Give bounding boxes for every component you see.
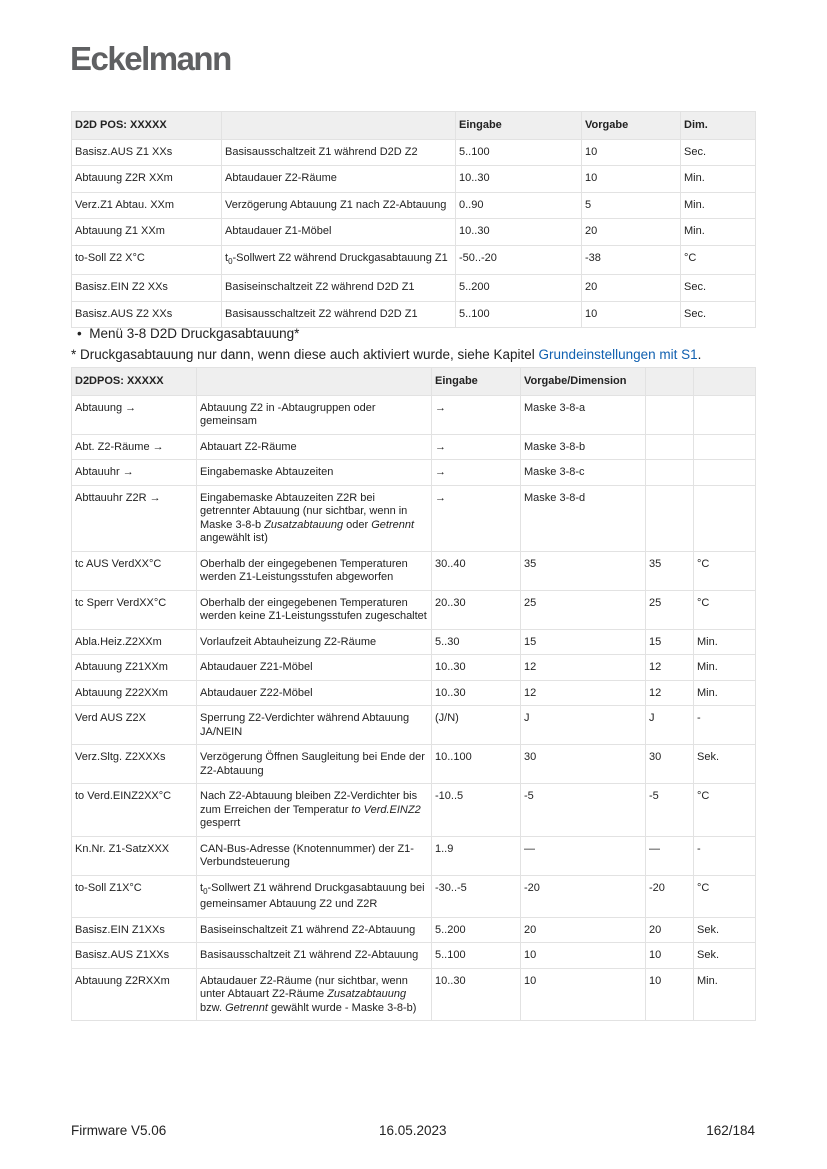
table-cell: → <box>432 395 521 434</box>
table-cell <box>197 875 432 917</box>
column-header: Dim. <box>681 112 756 140</box>
table-cell: 12 <box>646 655 694 681</box>
table-cell: °C <box>694 784 756 837</box>
table-cell: Basisausschaltzeit Z2 während D2D Z1 <box>222 301 456 328</box>
table-cell: Abttauuhr Z2R → <box>72 485 197 551</box>
table-cell: J <box>646 706 694 745</box>
table-cell: 10..30 <box>432 655 521 681</box>
table-cell <box>646 485 694 551</box>
subscript: 0 <box>228 256 233 266</box>
table-cell: °C <box>694 590 756 629</box>
table-header-row <box>72 368 756 396</box>
table-cell: Abtauung Z2RXXm <box>72 968 197 1021</box>
table-cell: 10 <box>646 943 694 969</box>
table-cell: 30..40 <box>432 551 521 590</box>
table-cell: 5 <box>582 192 681 219</box>
text: Eingabemaske Abtauzeiten Z2R bei getrennter Abtauung (nur sichtbar, wenn in Maske 3-8-b <box>200 491 408 531</box>
table-cell: (J/N) <box>432 706 521 745</box>
table-cell <box>197 784 432 837</box>
table-cell: 20 <box>582 275 681 302</box>
table-cell: Maske 3-8-d <box>521 485 646 551</box>
column-header: D2DPOS: XXXXX <box>72 368 197 396</box>
table-cell: 5..100 <box>432 943 521 969</box>
table-cell: 10..30 <box>456 219 582 246</box>
table-cell: 20 <box>582 219 681 246</box>
table-cell: to-Soll Z2 X°C <box>72 245 222 275</box>
footer-firmware: Firmware V5.06 <box>71 1123 167 1138</box>
table-cell: 10 <box>521 943 646 969</box>
table-row <box>72 434 756 460</box>
table-cell: -38 <box>582 245 681 275</box>
table-cell: -10..5 <box>432 784 521 837</box>
table-cell: Sec. <box>681 301 756 328</box>
table-cell: Basisz.AUS Z2 XXs <box>72 301 222 328</box>
table-cell: → <box>432 434 521 460</box>
table-cell: Sek. <box>694 917 756 943</box>
table-cell: °C <box>681 245 756 275</box>
footnote <box>71 347 701 362</box>
menu-heading: Menü 3-8 D2D Druckgasabtauung* <box>89 326 300 341</box>
table-cell: - <box>694 706 756 745</box>
table-cell: Abtauart Z2-Räume <box>197 434 432 460</box>
table-cell: tc Sperr VerdXX°C <box>72 590 197 629</box>
table-cell: Abtaudauer Z1-Möbel <box>222 219 456 246</box>
table-cell: Abtauung Z21XXm <box>72 655 197 681</box>
table-cell: 10..30 <box>432 968 521 1021</box>
text: t <box>200 881 204 894</box>
table-cell: 5..100 <box>456 139 582 166</box>
table-row <box>72 166 756 193</box>
table-cell <box>646 434 694 460</box>
table-row <box>72 655 756 681</box>
table-row <box>72 395 756 434</box>
table-cell: 5..30 <box>432 629 521 655</box>
table-cell: Abla.Heiz.Z2XXm <box>72 629 197 655</box>
table-cell: Vorlaufzeit Abtauheizung Z2-Räume <box>197 629 432 655</box>
table-cell <box>197 968 432 1021</box>
table-cell: Min. <box>694 629 756 655</box>
table-cell: Sek. <box>694 745 756 784</box>
table-cell: 10 <box>582 166 681 193</box>
table-cell: — <box>646 836 694 875</box>
menu-bullet: • Menü 3-8 D2D Druckgasabtauung* <box>77 326 300 341</box>
column-header <box>694 368 756 396</box>
table-row <box>72 485 756 551</box>
table-cell: Basisz.AUS Z1 XXs <box>72 139 222 166</box>
table-row <box>72 680 756 706</box>
table-cell: 20 <box>521 917 646 943</box>
table-cell: Maske 3-8-a <box>521 395 646 434</box>
table-cell: -5 <box>646 784 694 837</box>
table-cell: 10..30 <box>456 166 582 193</box>
table-cell: Verzögerung Öffnen Saugleitung bei Ende der Z2-Abtauung <box>197 745 432 784</box>
table-cell: °C <box>694 875 756 917</box>
table-cell: 35 <box>521 551 646 590</box>
table-cell: 5..200 <box>432 917 521 943</box>
table-cell: 15 <box>521 629 646 655</box>
note-text: * Druckgasabtauung nur dann, wenn diese auch aktiviert wurde, siehe Kapitel <box>71 347 539 362</box>
table-cell: 10 <box>582 139 681 166</box>
table-cell: 10 <box>582 301 681 328</box>
table-cell: -20 <box>521 875 646 917</box>
table-cell: Min. <box>694 655 756 681</box>
table-cell: Maske 3-8-b <box>521 434 646 460</box>
table-row <box>72 917 756 943</box>
table-cell: Sec. <box>681 139 756 166</box>
table-cell: Min. <box>681 219 756 246</box>
table-cell: 20 <box>646 917 694 943</box>
table-row <box>72 460 756 486</box>
table-cell: Abtauung → <box>72 395 197 434</box>
text: t <box>225 251 229 264</box>
table-row <box>72 551 756 590</box>
table-row <box>72 784 756 837</box>
table-row <box>72 943 756 969</box>
table-cell: 10..100 <box>432 745 521 784</box>
table-cell: 35 <box>646 551 694 590</box>
column-header <box>646 368 694 396</box>
table-row <box>72 192 756 219</box>
table-cell <box>222 245 456 275</box>
italic-text: Zusatzabtauung <box>327 988 407 1001</box>
table-row <box>72 706 756 745</box>
table-cell: → <box>432 460 521 486</box>
italic-text: Getrennt <box>225 1001 268 1014</box>
table-row <box>72 629 756 655</box>
eckelmann-logo: Eckelmann <box>70 40 231 77</box>
column-header: Vorgabe/Dimension <box>521 368 646 396</box>
column-header <box>222 112 456 140</box>
italic-text: Zusatzabtauung <box>264 518 344 531</box>
table-cell: Min. <box>694 680 756 706</box>
table-cell: Basisz.EIN Z1XXs <box>72 917 197 943</box>
table-cell: Abtauung Z22XXm <box>72 680 197 706</box>
table-cell: Verz.Sltg. Z2XXXs <box>72 745 197 784</box>
table-cell: 10 <box>521 968 646 1021</box>
table-cell: 12 <box>521 680 646 706</box>
table-row <box>72 245 756 275</box>
table-row <box>72 875 756 917</box>
table-cell: 10..30 <box>432 680 521 706</box>
table-cell: 25 <box>521 590 646 629</box>
text: gesperrt <box>200 817 241 829</box>
table-cell: Abtaudauer Z22-Möbel <box>197 680 432 706</box>
table-row <box>72 275 756 302</box>
table-cell: Min. <box>681 166 756 193</box>
table-cell: Verzögerung Abtauung Z1 nach Z2-Abtauung <box>222 192 456 219</box>
table-cell: Kn.Nr. Z1-SatzXXX <box>72 836 197 875</box>
table-cell: Abtaudauer Z21-Möbel <box>197 655 432 681</box>
table-cell: Basisausschaltzeit Z1 während Z2-Abtauung <box>197 943 432 969</box>
column-header: Eingabe <box>456 112 582 140</box>
italic-text: Getrennt <box>371 518 415 531</box>
italic-text: to Verd.EINZ2 <box>351 803 421 816</box>
table-cell: tc AUS VerdXX°C <box>72 551 197 590</box>
table-header-row <box>72 112 756 140</box>
table-cell: Oberhalb der eingegebenen Temperaturen werden keine Z1-Leistungsstufen zugeschaltet <box>197 590 432 629</box>
text: -Sollwert Z2 während Druckgasabtauung Z1 <box>232 251 448 264</box>
table-cell: 25 <box>646 590 694 629</box>
text: angewählt ist) <box>200 532 268 544</box>
table-cell: 1..9 <box>432 836 521 875</box>
table-cell: Abtauuhr → <box>72 460 197 486</box>
table-cell: Abtauung Z1 XXm <box>72 219 222 246</box>
table-cell: Abtauung Z2 in -Abtaugruppen oder gemeinsam <box>197 395 432 434</box>
table-cell: -5 <box>521 784 646 837</box>
note-end: . <box>697 347 702 362</box>
table-cell: Basiseinschaltzeit Z1 während Z2-Abtauung <box>197 917 432 943</box>
table-cell <box>694 395 756 434</box>
table-cell: Sperrung Z2-Verdichter während Abtauung JA/NEIN <box>197 706 432 745</box>
table-cell: Verd AUS Z2X <box>72 706 197 745</box>
table-cell: → <box>432 485 521 551</box>
table-cell: -50..-20 <box>456 245 582 275</box>
table-cell: Basisz.AUS Z1XXs <box>72 943 197 969</box>
table-cell <box>694 434 756 460</box>
table-row <box>72 590 756 629</box>
d2dpos-table <box>71 367 756 1021</box>
table-cell: Basisausschaltzeit Z1 während D2D Z2 <box>222 139 456 166</box>
footer-page: 162/184 <box>706 1123 755 1138</box>
chapter-link[interactable]: Grundeinstellungen mit S1 <box>538 347 698 362</box>
table-cell: - <box>694 836 756 875</box>
table-cell: Eingabemaske Abtauzeiten <box>197 460 432 486</box>
table-cell: Oberhalb der eingegebenen Temperaturen werden Z1-Leistungsstufen abgeworfen <box>197 551 432 590</box>
column-header: Vorgabe <box>582 112 681 140</box>
table-cell: Basisz.EIN Z2 XXs <box>72 275 222 302</box>
table-cell: Maske 3-8-c <box>521 460 646 486</box>
table-row <box>72 301 756 328</box>
text: gewählt wurde - Maske 3-8-b) <box>267 1001 417 1014</box>
table-cell: — <box>521 836 646 875</box>
table-cell: °C <box>694 551 756 590</box>
footer-date: 16.05.2023 <box>379 1123 447 1138</box>
table-cell: 5..200 <box>456 275 582 302</box>
table-row <box>72 968 756 1021</box>
table-cell: 20..30 <box>432 590 521 629</box>
table-cell: 12 <box>521 655 646 681</box>
table-cell: Sek. <box>694 943 756 969</box>
table-cell: Basiseinschaltzeit Z2 während D2D Z1 <box>222 275 456 302</box>
table-cell: 10 <box>646 968 694 1021</box>
table-cell: Abtaudauer Z2-Räume <box>222 166 456 193</box>
subscript: 0 <box>203 886 208 896</box>
table-cell <box>646 460 694 486</box>
table-cell: Abtauung Z2R XXm <box>72 166 222 193</box>
table-cell: 30 <box>521 745 646 784</box>
table-cell: to-Soll Z1X°C <box>72 875 197 917</box>
column-header <box>197 368 432 396</box>
table-cell: Min. <box>694 968 756 1021</box>
table-cell: Verz.Z1 Abtau. XXm <box>72 192 222 219</box>
column-header: Eingabe <box>432 368 521 396</box>
table-cell: Min. <box>681 192 756 219</box>
table-cell: to Verd.EINZ2XX°C <box>72 784 197 837</box>
table-cell: 5..100 <box>456 301 582 328</box>
table-cell: Abt. Z2-Räume → <box>72 434 197 460</box>
table-cell <box>694 460 756 486</box>
column-header: D2D POS: XXXXX <box>72 112 222 140</box>
d2d-pos-table <box>71 111 756 328</box>
table-cell: 30 <box>646 745 694 784</box>
table-cell: -30..-5 <box>432 875 521 917</box>
table-row <box>72 745 756 784</box>
table-cell: 12 <box>646 680 694 706</box>
text: Nach Z2-Abtauung bleiben Z2-Verdichter bis zum Erreichen der Temperatur <box>200 790 418 816</box>
text: Abtaudauer Z2-Räume (nur sichtbar, wenn unter Abtauart Z2-Räume <box>200 974 408 1001</box>
table-cell <box>694 485 756 551</box>
table-row <box>72 139 756 166</box>
table-cell: Sec. <box>681 275 756 302</box>
table-cell: 15 <box>646 629 694 655</box>
table-cell: J <box>521 706 646 745</box>
table-cell: -20 <box>646 875 694 917</box>
text: bzw. <box>200 1001 226 1014</box>
table-cell <box>197 485 432 551</box>
table-row <box>72 836 756 875</box>
table-cell <box>646 395 694 434</box>
text: oder <box>343 518 372 531</box>
text: -Sollwert Z1 während Druckgasabtauung bei gemeinsamer Abtauung Z2 und Z2R <box>200 881 425 911</box>
table-row <box>72 219 756 246</box>
table-cell: 0..90 <box>456 192 582 219</box>
table-cell: CAN-Bus-Adresse (Knotennummer) der Z1-Verbundsteuerung <box>197 836 432 875</box>
